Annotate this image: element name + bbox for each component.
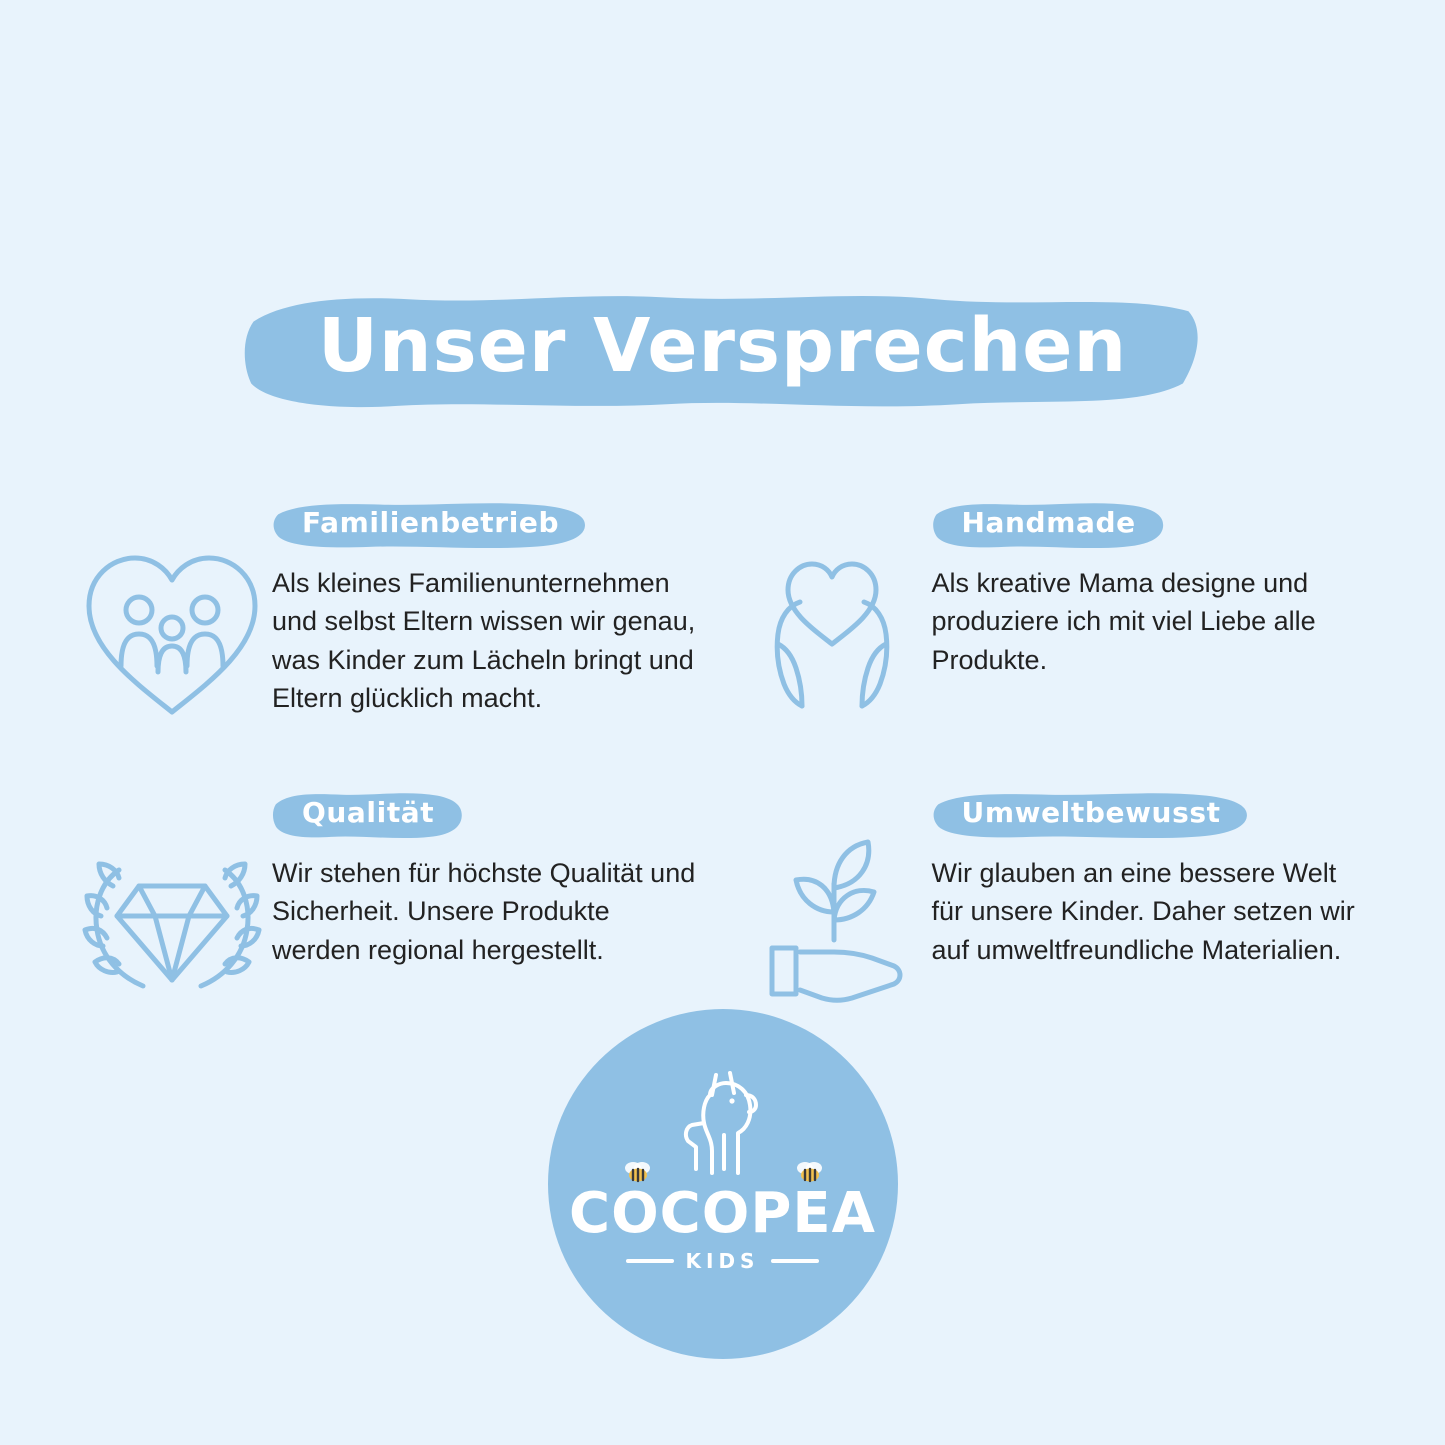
- title-banner: [240, 282, 1205, 420]
- feature-item-familienbetrieb: [72, 487, 714, 777]
- divider-right: [771, 1259, 819, 1263]
- feature-body: [272, 777, 714, 969]
- brand-subtitle: KIDS: [685, 1249, 760, 1273]
- divider-left: [626, 1259, 674, 1263]
- feature-description: Wir glauben an eine bessere Welt für unsere Kinder. Daher setzen wir auf umweltfreundliche Materialien.: [931, 858, 1355, 965]
- page-title-area: [0, 282, 1445, 420]
- brand-subtitle-row: [548, 1249, 898, 1273]
- feature-description: Als kreative Mama designe und produziere ich mit viel Liebe alle Produkte.: [931, 568, 1316, 675]
- feature-label: Familienbetrieb: [302, 506, 560, 539]
- feature-label-badge: [932, 497, 1166, 552]
- feature-body: [932, 777, 1374, 969]
- feature-label-badge: [272, 787, 464, 842]
- brand-logo: [548, 1009, 898, 1359]
- feature-body: [932, 487, 1374, 679]
- feature-item-handmade: [732, 487, 1374, 777]
- feature-label: Qualität: [302, 796, 435, 829]
- feature-label: Handmade: [961, 506, 1136, 539]
- feature-description: Als kleines Familienunternehmen und selbst Eltern wissen wir genau, was Kinder zum Lächeln bringt und Eltern glücklich macht.: [272, 568, 696, 713]
- feature-body: [272, 487, 714, 717]
- feature-label: Umweltbewusst: [961, 796, 1221, 829]
- family-heart-icon: [72, 531, 272, 731]
- llama-icon: [668, 1065, 778, 1185]
- feature-grid: [72, 487, 1373, 1067]
- feature-label-badge: [272, 497, 589, 552]
- page-title: Unser Versprechen: [317, 303, 1128, 389]
- hands-holding-heart-icon: [732, 531, 932, 731]
- diamond-laurel-icon: [72, 821, 272, 1021]
- hand-plant-icon: [732, 821, 932, 1021]
- feature-description: Wir stehen für höchste Qualität und Sicherheit. Unsere Produkte werden regional hergestellt.: [272, 858, 696, 965]
- logo-circle: [548, 1009, 898, 1359]
- feature-label-badge: [932, 787, 1251, 842]
- brand-name: COCOPEA: [568, 1181, 877, 1246]
